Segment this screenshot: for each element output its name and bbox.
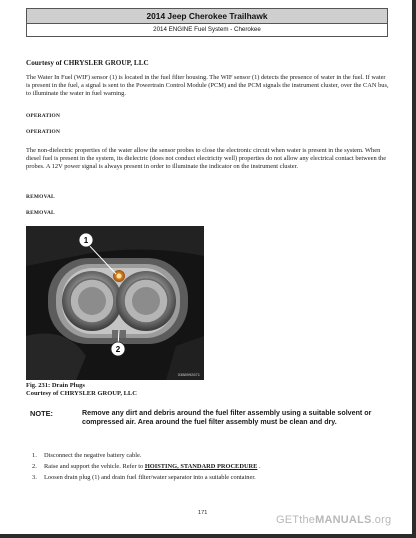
callout-1: 1 [83, 236, 89, 245]
procedure-steps [26, 450, 391, 483]
step-1 [26, 450, 391, 461]
header-subtitle: 2014 ENGINE Fuel System - Cherokee [26, 24, 388, 37]
step-2-text-end: . [257, 463, 261, 470]
page-number: 171 [198, 510, 208, 516]
intro-paragraph: The Water In Fuel (WIF) sensor (1) is located in the fuel filter housing. The WIF sensor (1) detects the presence of water in the fuel. If water is present in the fuel, a signal is sent to the Powertrain Control Module (PCM) and the PCM signals the instrument cluster, over the CAN bus, to illuminate the water in fuel warning. [26, 74, 389, 98]
operation-subheading: OPERATION [26, 129, 61, 135]
header-title: 2014 Jeep Cherokee Trailhawk [26, 8, 388, 24]
note-label: NOTE: [30, 409, 53, 418]
operation-heading: OPERATION [26, 113, 61, 119]
step-3 [26, 472, 391, 483]
figure-caption-title: Fig. 231: Drain Plugs [26, 382, 85, 389]
drain-plugs-figure [26, 226, 204, 380]
drain-plugs-illustration [26, 226, 204, 380]
removal-heading: REMOVAL [26, 194, 55, 200]
step-1-number: 1. [32, 452, 37, 459]
removal-subheading: REMOVAL [26, 210, 55, 216]
image-code: 0388992671 [177, 372, 200, 377]
step-2-number: 2. [32, 463, 37, 470]
step-3-number: 3. [32, 474, 37, 481]
step-2 [26, 461, 391, 472]
hoisting-procedure-link[interactable]: HOISTING, STANDARD PROCEDURE [144, 463, 258, 470]
callout-2: 2 [115, 345, 121, 354]
document-header [26, 8, 388, 37]
operation-paragraph: The non-dielectric properties of the water allow the sensor probes to close the electronic circuit when water is present in the system. When diesel fuel is present in the system, its dielectric (does not conduct electricity well) properties do not allow any electrical contact between the probes. A 12V power signal is always present in order to illuminate the indicator on the instrument cluster. [26, 147, 387, 171]
figure-caption-courtesy: Courtesy of CHRYSLER GROUP, LLC [26, 390, 137, 397]
note-text: Remove any dirt and debris around the fuel filter assembly using a suitable solvent or compressed air. Area around the fuel filter assembly must be clean and dry. [82, 409, 372, 426]
step-2-text: Raise and support the vehicle. Refer to [44, 463, 145, 470]
courtesy-label: Courtesy of CHRYSLER GROUP, LLC [26, 59, 149, 67]
step-1-text: Disconnect the negative battery cable. [44, 452, 142, 459]
watermark-logo: GETtheMANUALS.org [276, 514, 392, 526]
figure-caption [26, 382, 137, 398]
step-3-text: Loosen drain plug (1) and drain fuel filter/water separator into a suitable container. [44, 474, 256, 481]
